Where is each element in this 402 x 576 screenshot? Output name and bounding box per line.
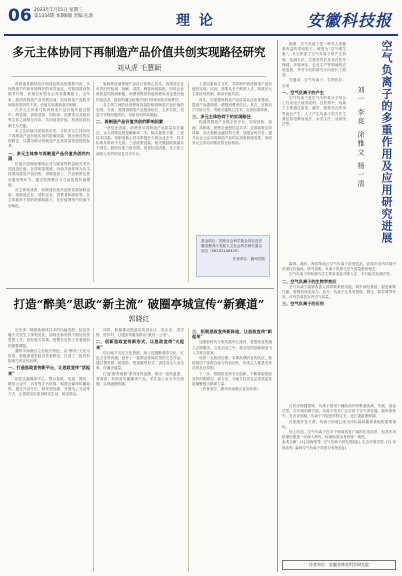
paragraph: 各主体之间的协同程度直接影响再制造产品价值的实现。当前，我国再制造产业链条较长、主体分散，信息不对称问题突出，导致协同效率偏低。 [96,102,184,118]
article2-subhead-1: 一、打造思政宣传新平台，让思政宣传“活起来” [8,365,90,376]
article1-column-3 [192,82,272,230]
article-separator [6,288,274,289]
paragraph: 打造“醉美南谯”系列宣传品牌，推出一批有温度、有深度、有热度的融媒体产品，多次登上各大平台热搜，实现破圈传播。 [96,371,184,387]
section-title: 理 论 [176,13,215,29]
article2-column-1 [8,328,90,572]
article3-column-2 [282,262,396,402]
article2-column-2 [96,328,184,572]
article1-subhead-1: 一、多元主体参与再制造产品价值共创的内涵 [8,150,90,161]
paragraph: 森林、瀑布、海滨等地区空气负离子浓度较高，而城市室内环境中浓度往往偏低。研究表明，负离子浓度与空气质量密切相关。 [282,262,396,272]
paragraph: 构建再制造产业数字化平台，实现回收、检测、再制造、销售全流程信息共享；完善政策支持体系，加大财税金融扶持力度；加强宣传引导，提升社会公众对再制造产品的认知度和接受度，形成多元主体协同推进的良好格局。 [192,120,272,146]
paragraph: 再制造是循环经济和绿色制造的重要内容，实现资源节约和环境保护的有效途径，对我国建设资源节约型、环境友好型社会具有重要意义。近年来，我国再制造产业发展迅速，但再制造产品的市场接受度仍然不高，价值实现面临诸多困难。 [8,82,90,107]
paragraph: （作者单位：滁州市南谯区委宣传部） [199,387,261,392]
article2-column-3 [192,328,272,572]
article2-headline: 打造“醉美”思政“新主流” 破圈亭城宣传“新赛道” [13,297,265,311]
paragraph: 在旅游开发方面，负离子浓度已成为评价森林康养基地的重要指标。 [282,419,396,429]
article3-subhead-3: 三、空气负离子的应用 [282,301,324,307]
paragraph: 空气负离子是空气中的氧分子结合了自由电子而形成的。自然界中，负离子主要通过雷电、瀑布、植物光合作用等途径产生。人工产生负离子的方法主要包括电晕放电法、水发生法、放射线法等。 [282,96,346,127]
references: 参考文献：[1] 邵海荣等. 空气负离子研究进展[J]. 生态环境学报. [2] 吴焕忠等. 森林空气负离子浓度分布特征[J]. [282,440,396,450]
column-divider [188,82,189,282]
paragraph: 结合地方历史文化资源，深入挖掘醉翁亭文化、红色文化等内涵，创作了一批群众喜闻乐见的文艺作品。通过情景剧、微电影、短视频等形式，讲述身边人身边事，传播正能量。 [96,350,184,371]
article1-subhead-3: 三、多元主体协同下的实现路径 [192,114,251,120]
paragraph: 下一步，将继续坚持守正创新，不断探索思政宣传的新路径、新方法，为地方经济社会高质量发展凝聚强大精神力量。 [192,371,272,387]
article3-column-3 [282,404,396,556]
newspaper-logo: 安徽科技报 [306,11,392,30]
paragraph: 同时，积极推动思政宣传进社区、进企业、进学校、进乡村，打通宣传服务群众“最后一公里”。 [96,328,184,338]
paragraph: 在多元主体参与的再制造产品价值共创过程中，制造商、再制造商、回收商、消费者以及政府等主体之间相互作用、共同创造价值，构建协同机制尤为关键。 [8,108,90,128]
issue-date: 2023年7月15日 星期三 [34,8,83,13]
article3-footer: 作者单位：安徽省林业科学研究院 [282,560,396,570]
paragraph: 关键词：空气负离子；生物效应；应用 [282,78,346,88]
paragraph: 从主体构成看，再制造价值共创涉及原始制造商、再制造企业、回收企业、消费者和政府等。各主体拥有不同的资源和能力，在价值网络中扮演不同角色。 [8,188,90,208]
column-divider [188,328,189,572]
paragraph: 首先，应加强再制造产品质量认证体系建设，提高产品透明度，增强消费者信任。其次，应推动产学研合作，突破关键核心技术，完善标准体系。 [192,97,272,113]
article1-author-box [196,235,270,277]
paragraph: 原始制造商掌握产品设计和核心技术，再制造企业负责旧件检测、拆解、清洗、修复和再装配，回收企业承担逆向物流职能，消费者既是价值的使用者也是价值的创造者，政府则通过政策法规引导和规范市场秩序。 [96,82,184,102]
paragraph: 价值共创理论强调企业与顾客等利益相关者共同创造价值。在再制造领域，价值共创体现为各主体围绕废旧产品回收、再制造加工、产品销售及售后服务等环节，通过资源整合与互动实现价值增值。 [8,162,90,187]
article3-column-1 [282,42,346,256]
paragraph: 一是信任因素。消费者对再制造产品质量存在疑虑，认为再制造就是翻新或二手，购买意愿不强。二是技术因素。再制造核心技术掌握在少数企业手中，技术标准体系尚不完善。三是政策因素。相关激励政策落实不到位，税收优惠力度有限。四是信息因素。各主体之间缺乏有效的信息共享平台。 [96,125,184,156]
article1-byline: 刘从虎 毛慧颖 [116,64,162,72]
article1-rule [12,76,266,77]
paragraph: 上述因素相互交织，共同制约着再制造产品价值的实现。因此，需要从多个维度入手，构建多元主体协同机制，推动价值共创。 [192,82,272,97]
article-separator-vertical [277,40,278,572]
article3-vertical-authors: 刘一 李亮 涂雅文 杨一清 [357,86,365,189]
article1-subhead-2: 二、再制造产品价值共创的影响因素 [96,119,164,125]
paragraph: 近年来，随着新媒体技术的迅猛发展，信息传播方式发生了深刻变化。如何在新形势下做好宣传思想工作，讲好地方故事，是摆在宣传工作者面前的重要课题。 [8,328,90,348]
funding-note: 基金项目：国家社会科学基金项目及安徽省教育厅高校人文社会科学研究重点项目（SK2021A0420） [201,239,263,253]
article1-column-1 [8,82,90,282]
article2-subhead-2: 二、创新思政宣传新形式，让思政宣传“火起来” [96,339,184,350]
author-affiliation: 作者单位：滁州学院 [232,257,265,261]
article1-column-2 [96,82,184,282]
article3-subhead-1: 一、空气负离子的产生 [282,89,324,95]
issue-info [34,8,104,20]
article3-vertical-headline: 空气负离子的多重作用及应用研究进展 [380,40,393,244]
column-divider [93,82,94,282]
paragraph: 在医疗保健领域，负离子被用于辅助治疗呼吸道疾病、失眠、高血压等。在环境治理方面，负离子技术广泛应用于空气净化器、新风系统中。在农业领域，负离子可促进作物生长、延长果蔬保鲜期。 [282,404,396,419]
column-divider [93,328,94,572]
article2-byline: 郭晓红 [128,315,150,323]
paragraph: 依托区融媒体中心，整合报纸、电视、网站、微信公众号、抖音等平台资源，构建全媒体传播矩阵。通过开设专栏、制作短视频、开展线上互动等方式，让思政宣传更加鲜活生动，贴近群众。 [8,376,90,397]
paragraph: 加强新时代文明实践中心建设，将思政宣传融入志愿服务、文化活动之中，推动党的创新理论飞入寻常百姓家。 [192,340,272,355]
paragraph: 空气负离子的检测方法主要有电容式吸入法、平行板式检测法等。 [289,272,394,277]
page-number: 06 [8,6,32,26]
article1-headline: 多元主体协同下再制造产品价值共创实现路径研究 [12,45,266,59]
masthead [4,4,398,36]
paragraph: 摘要：空气负离子是一种对人体健康有益的带电粒子，被誉为“空气维生素”。本文综述了空气负离子的产生机理、检测方法、生物学效应及其在医疗保健、环境净化、农业生产等领域的应用进展，并对今后的研究方向进行了展望。 [282,42,346,78]
paragraph: 空气负离子能够改善人体呼吸系统功能，调节神经系统，促进新陈代谢，增强机体免疫力。此外，负离子还具有抑菌、降尘、除异味等作用，可有效改善室内空气质量。 [282,284,396,300]
article2-subhead-3: 三、拓展思政宣传新阵地，让思政宣传“新起来” [192,329,272,340]
paragraph: 滁州市南谯区立足地方特色，以“醉美”文化为纽带，积极探索思政宣传新路径，打造了一批具有影响力的宣传品牌。 [8,348,90,364]
article3-subhead-2: 二、空气负离子的生物学效应 [282,278,337,284]
paragraph: 培养一支政治过硬、本领高强的宣传队伍，鼓励基层干部群众参与内容创作，形成人人都是宣传员的良好氛围。 [192,356,272,371]
paragraph: 本文从价值共创视角出发，分析多元主体协同下再制造产品价值实现的影响因素，提出相应的实现路径，以期为推动再制造产业高质量发展提供参考。 [8,128,90,149]
paragraph: 综上所述，空气负离子在多个领域具有广阔的应用前景，但其作用机理仍需进一步深入研究，检测标准也有待统一规范。 [282,430,396,440]
issue-number: 第1334期 本期8版 责编:孔新 [34,14,94,19]
